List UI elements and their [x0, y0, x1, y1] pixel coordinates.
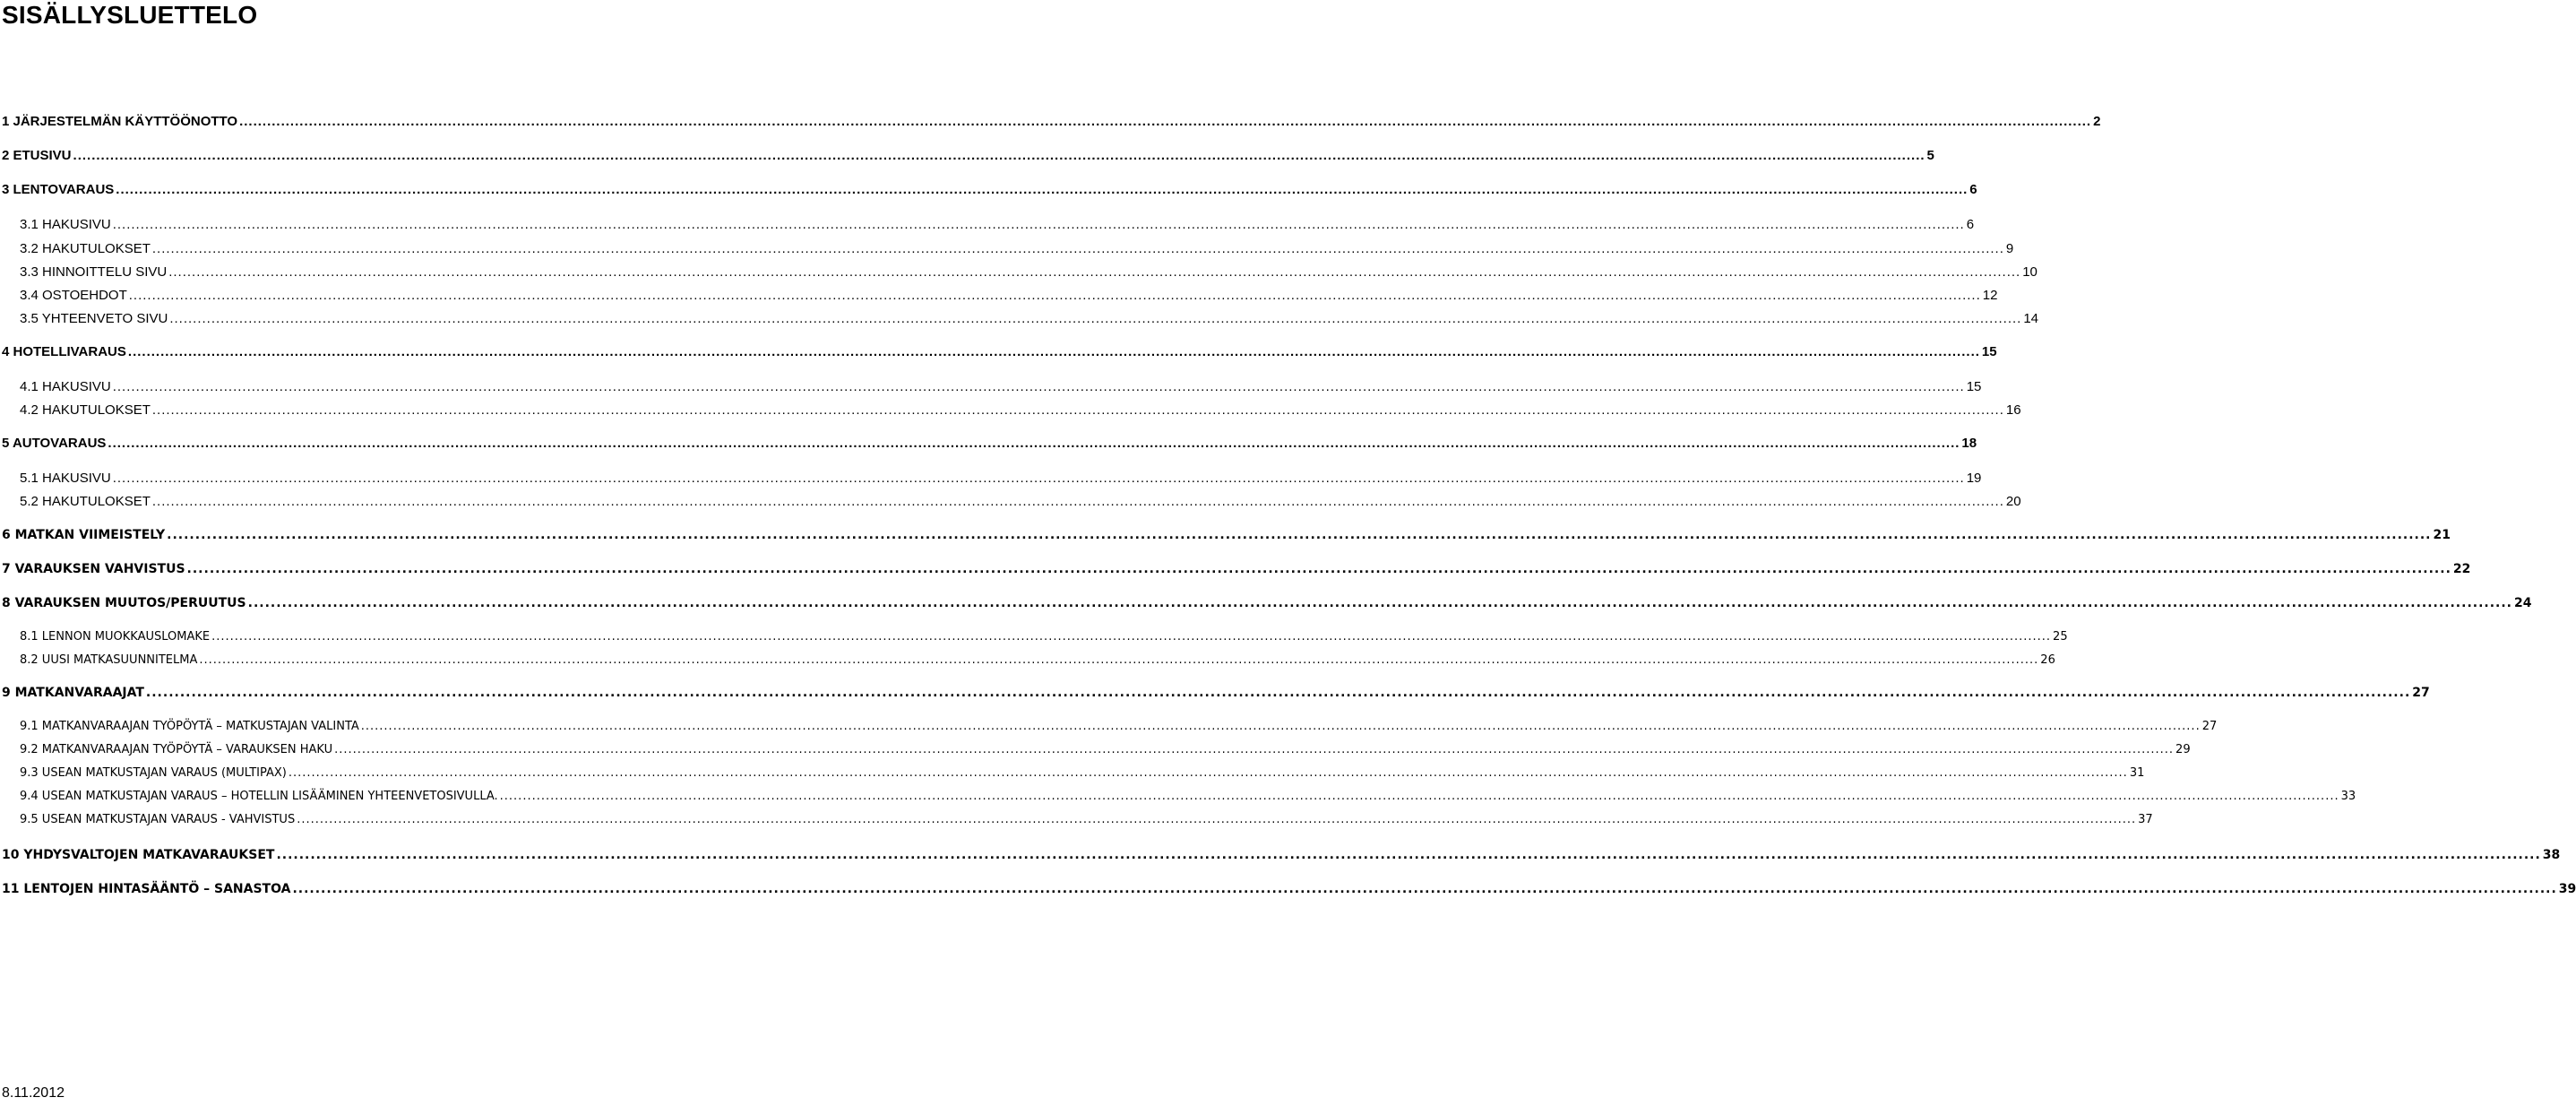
- toc-entry[interactable]: [2, 181, 1977, 199]
- toc-entry-label: 9.5 USEAN MATKUSTAJAN VARAUS - VAHVISTUS: [20, 813, 296, 826]
- toc-entry-page: 6: [1969, 182, 1977, 197]
- toc-leader: ................................................................................................................................................................................................................................................................................................................................................................................................................: [112, 379, 1965, 394]
- toc-entry-page: 29: [2175, 743, 2191, 756]
- toc-entry-page: 21: [2433, 528, 2451, 542]
- toc-entry[interactable]: [2, 147, 1934, 165]
- toc-leader: ................................................................................................................................................................................................................................................................................................................................................................................................................: [112, 471, 1965, 486]
- toc-leader: ................................................................................................................................................................................................................................................................................................................................................................................................................: [288, 766, 2128, 780]
- toc-entry[interactable]: [20, 264, 2038, 281]
- toc-entry[interactable]: [2, 343, 1997, 361]
- toc-entry[interactable]: [2, 594, 2532, 612]
- toc-entry-label: 8.1 LENNON MUOKKAUSLOMAKE: [20, 630, 211, 644]
- toc-leader: ................................................................................................................................................................................................................................................................................................................................................................................................................: [168, 264, 2021, 280]
- toc-leader: ................................................................................................................................................................................................................................................................................................................................................................................................................: [186, 562, 2451, 576]
- toc-entry-label: 9.2 MATKANVARAAJAN TYÖPÖYTÄ – VARAUKSEN HAKU: [20, 743, 333, 756]
- toc-entry-label: 3.5 YHTEENVETO SIVU: [20, 311, 168, 326]
- toc-entry[interactable]: [20, 765, 2145, 782]
- toc-entry[interactable]: [20, 287, 1998, 305]
- toc-entry-label: 8 VARAUKSEN MUUTOS/PERUUTUS: [2, 596, 246, 610]
- toc-entry[interactable]: [20, 378, 1982, 396]
- toc-entry[interactable]: [20, 402, 2021, 419]
- toc-leader: ................................................................................................................................................................................................................................................................................................................................................................................................................: [108, 436, 1960, 451]
- toc-entry-label: 9.3 USEAN MATKUSTAJAN VARAUS (MULTIPAX): [20, 766, 287, 780]
- toc-entry-page: 39: [2558, 882, 2576, 896]
- toc-entry[interactable]: [2, 435, 1977, 453]
- toc-entry[interactable]: [20, 718, 2218, 736]
- toc-entry-page: 38: [2542, 848, 2561, 862]
- toc-entry-page: 24: [2513, 596, 2532, 610]
- toc-entry[interactable]: [20, 470, 1982, 488]
- toc-entry-label: 7 VARAUKSEN VAHVISTUS: [2, 562, 185, 576]
- toc-entry-page: 12: [1982, 288, 1998, 303]
- toc-leader: ................................................................................................................................................................................................................................................................................................................................................................................................................: [334, 743, 2175, 756]
- toc-entry[interactable]: [20, 628, 2068, 646]
- toc-leader: ................................................................................................................................................................................................................................................................................................................................................................................................................: [127, 344, 1980, 359]
- toc-leader: ................................................................................................................................................................................................................................................................................................................................................................................................................: [151, 241, 2004, 256]
- toc-entry-label: 5.1 HAKUSIVU: [20, 471, 111, 486]
- toc-entry-label: 2 ETUSIVU: [2, 148, 72, 163]
- toc-entry[interactable]: [2, 684, 2430, 702]
- toc-entry-page: 6: [1966, 217, 1975, 232]
- toc-entry-label: 5.2 HAKUTULOKSET: [20, 494, 151, 509]
- toc-entry-label: 6 MATKAN VIIMEISTELY: [2, 528, 166, 542]
- page-title: SISÄLLYSLUETTELO: [2, 1, 258, 29]
- toc-entry-page: 2: [2093, 114, 2101, 129]
- toc-leader: ................................................................................................................................................................................................................................................................................................................................................................................................................: [151, 402, 2004, 418]
- toc-entry-page: 37: [2138, 813, 2153, 826]
- toc-entry-label: 4.2 HAKUTULOKSET: [20, 402, 151, 418]
- toc-leader: ................................................................................................................................................................................................................................................................................................................................................................................................................: [112, 217, 1965, 232]
- toc-entry[interactable]: [20, 652, 2055, 670]
- toc-entry-label: 11 LENTOJEN HINTASÄÄNTÖ – SANASTOA: [2, 882, 291, 896]
- toc-entry-page: 31: [2129, 766, 2145, 780]
- toc-leader: ................................................................................................................................................................................................................................................................................................................................................................................................................: [360, 720, 2201, 733]
- toc-entry[interactable]: [20, 741, 2191, 759]
- toc-entry-label: 3.1 HAKUSIVU: [20, 217, 111, 232]
- toc-leader: ................................................................................................................................................................................................................................................................................................................................................................................................................: [116, 182, 1969, 197]
- toc-leader: ................................................................................................................................................................................................................................................................................................................................................................................................................: [239, 114, 2092, 129]
- toc-entry-page: 27: [2412, 686, 2430, 700]
- document-date: 8.11.2012: [2, 1085, 65, 1101]
- toc-entry-label: 8.2 UUSI MATKASUUNNITELMA: [20, 653, 198, 667]
- toc-entry-label: 4.1 HAKUSIVU: [20, 379, 111, 394]
- toc-leader: ................................................................................................................................................................................................................................................................................................................................................................................................................: [73, 148, 1926, 163]
- toc-entry[interactable]: [2, 880, 2576, 898]
- toc-entry-page: 16: [2005, 402, 2021, 418]
- toc-leader: ................................................................................................................................................................................................................................................................................................................................................................................................................: [292, 882, 2557, 896]
- toc-entry-page: 25: [2053, 630, 2068, 644]
- toc-entry-page: 18: [1961, 436, 1977, 451]
- toc-entry[interactable]: [2, 526, 2451, 544]
- toc-entry-label: 3 LENTOVARAUS: [2, 182, 115, 197]
- toc-entry-page: 20: [2005, 494, 2021, 509]
- toc-entry-label: 9 MATKANVARAAJAT: [2, 686, 144, 700]
- toc-entry-page: 22: [2452, 562, 2471, 576]
- toc-entry-page: 26: [2040, 653, 2055, 667]
- toc-leader: ................................................................................................................................................................................................................................................................................................................................................................................................................: [199, 653, 2039, 667]
- toc-entry-page: 5: [1926, 148, 1934, 163]
- toc-entry[interactable]: [2, 846, 2561, 864]
- toc-entry-label: 5 AUTOVARAUS: [2, 436, 107, 451]
- toc-leader: ................................................................................................................................................................................................................................................................................................................................................................................................................: [276, 848, 2541, 862]
- toc-entry-page: 27: [2201, 720, 2218, 733]
- toc-entry[interactable]: [20, 310, 2039, 328]
- toc-entry-page: 10: [2022, 264, 2038, 280]
- toc-entry-page: 33: [2340, 790, 2356, 803]
- toc-leader: ................................................................................................................................................................................................................................................................................................................................................................................................................: [297, 813, 2137, 826]
- toc-entry-page: 14: [2023, 311, 2039, 326]
- toc-entry-page: 15: [1981, 344, 1997, 359]
- toc-entry[interactable]: [20, 788, 2356, 806]
- toc-leader: ................................................................................................................................................................................................................................................................................................................................................................................................................: [151, 494, 2004, 509]
- toc-leader: ................................................................................................................................................................................................................................................................................................................................................................................................................: [145, 686, 2411, 700]
- toc-entry-label: 1 JÄRJESTELMÄN KÄYTTÖÖNOTTO: [2, 114, 238, 129]
- toc-entry-label: 4 HOTELLIVARAUS: [2, 344, 126, 359]
- toc-leader: ................................................................................................................................................................................................................................................................................................................................................................................................................: [247, 596, 2512, 610]
- toc-leader: ................................................................................................................................................................................................................................................................................................................................................................................................................: [128, 288, 1981, 303]
- toc-entry-page: 15: [1966, 379, 1982, 394]
- toc-entry-label: 3.3 HINNOITTELU SIVU: [20, 264, 168, 280]
- toc-entry[interactable]: [20, 240, 2014, 258]
- toc-entry-label: 9.4 USEAN MATKUSTAJAN VARAUS – HOTELLIN LISÄÄMINEN YHTEENVETOSIVULLA.: [20, 790, 498, 803]
- toc-entry-label: 3.2 HAKUTULOKSET: [20, 241, 151, 256]
- toc-entry-label: 3.4 OSTOEHDOT: [20, 288, 127, 303]
- toc-leader: ................................................................................................................................................................................................................................................................................................................................................................................................................: [169, 311, 2022, 326]
- toc-leader: ................................................................................................................................................................................................................................................................................................................................................................................................................: [167, 528, 2432, 542]
- toc-entry-label: 9.1 MATKANVARAAJAN TYÖPÖYTÄ – MATKUSTAJAN VALINTA: [20, 720, 359, 733]
- toc-leader: ................................................................................................................................................................................................................................................................................................................................................................................................................: [211, 630, 2052, 644]
- toc-entry[interactable]: [20, 216, 1975, 234]
- toc-entry-page: 9: [2005, 241, 2014, 256]
- toc-entry[interactable]: [2, 113, 2101, 131]
- toc-entry[interactable]: [2, 560, 2471, 578]
- toc-entry[interactable]: [20, 811, 2153, 829]
- toc-entry[interactable]: [20, 493, 2021, 511]
- toc-entry-label: 10 YHDYSVALTOJEN MATKAVARAUKSET: [2, 848, 275, 862]
- toc-entry-page: 19: [1966, 471, 1982, 486]
- toc-leader: ................................................................................................................................................................................................................................................................................................................................................................................................................: [499, 790, 2339, 803]
